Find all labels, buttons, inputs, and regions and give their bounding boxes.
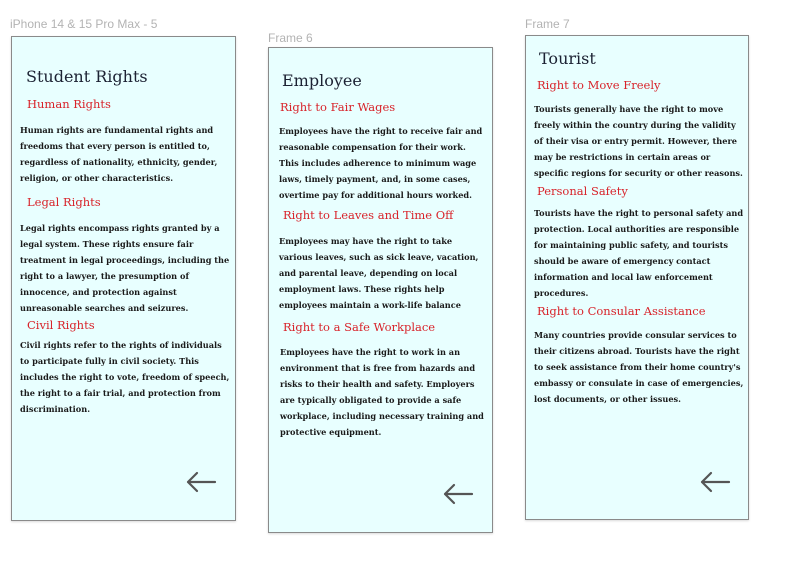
frame-student-rights <box>11 36 236 521</box>
section-body-personal-safety: Tourists have the right to personal safety and protection. Local authorities are responsible for maintaining public safety, and tourists should be aware of emergency contact information and local law enforcement procedures. <box>534 208 744 298</box>
section-heading-legal-rights: Legal Rights <box>27 195 101 209</box>
section-body-civil-rights: Civil rights refer to the rights of individuals to participate fully in civil society. This includes the right to vote, freedom of speech, the right to a fair trial, and protection from discrimination. <box>20 340 230 414</box>
section-heading-civil-rights: Civil Rights <box>27 318 95 332</box>
section-heading-fair-wages: Right to Fair Wages <box>280 100 396 114</box>
section-body-consular: Many countries provide consular services to their citizens abroad. Tourists have the right to seek assistance from their home country's embassy or consulate in case of emergencies, lost documents, or other issues. <box>534 330 744 404</box>
page-title: Employee <box>282 71 362 90</box>
section-body-move-freely: Tourists generally have the right to move freely within the country during the validity of their visa or entry permit. However, there may be restrictions in certain areas or specific regions for security or other reasons. <box>534 104 743 178</box>
frame-label-tourist: Frame 7 <box>525 17 570 31</box>
section-body-fair-wages: Employees have the right to receive fair and reasonable compensation for their work. This includes adherence to minimum wage laws, timely payment, and, in some cases, overtime pay for additional hours worked. <box>279 126 483 200</box>
page-title: Student Rights <box>26 67 148 86</box>
arrow-left-icon[interactable] <box>441 482 475 506</box>
arrow-left-icon[interactable] <box>698 470 732 494</box>
section-body-legal-rights: Legal rights encompass rights granted by a legal system. These rights ensure fair treatment in legal proceedings, including the right to a lawyer, the presumption of innocence, and protection against unreasonable searches and seizures. <box>20 223 230 313</box>
frame-tourist <box>525 35 749 520</box>
page-title: Tourist <box>539 49 596 68</box>
frame-employee <box>268 47 493 533</box>
section-heading-safe-workplace: Right to a Safe Workplace <box>283 320 436 334</box>
frame-label-employee: Frame 6 <box>268 31 313 45</box>
section-heading-leaves: Right to Leaves and Time Off <box>283 208 454 222</box>
section-body-safe-workplace: Employees have the right to work in an environment that is free from hazards and risks to their health and safety. Employers are typically obligated to provide a safe workplace, including necessary training and protective equipment. <box>280 347 484 437</box>
section-heading-personal-safety: Personal Safety <box>537 184 628 198</box>
section-heading-move-freely: Right to Move Freely <box>537 78 661 92</box>
section-heading-human-rights: Human Rights <box>27 97 111 111</box>
arrow-left-icon[interactable] <box>184 470 218 494</box>
section-body-leaves: Employees may have the right to take various leaves, such as sick leave, vacation, and parental leave, depending on local employment laws. These rights help employees maintain a work-life balance <box>279 236 479 310</box>
section-heading-consular: Right to Consular Assistance <box>537 304 706 318</box>
section-body-human-rights: Human rights are fundamental rights and freedoms that every person is entitled to, regardless of nationality, ethnicity, gender, religion, or other characteristics. <box>20 125 218 183</box>
frame-label-student: iPhone 14 & 15 Pro Max - 5 <box>10 17 158 31</box>
